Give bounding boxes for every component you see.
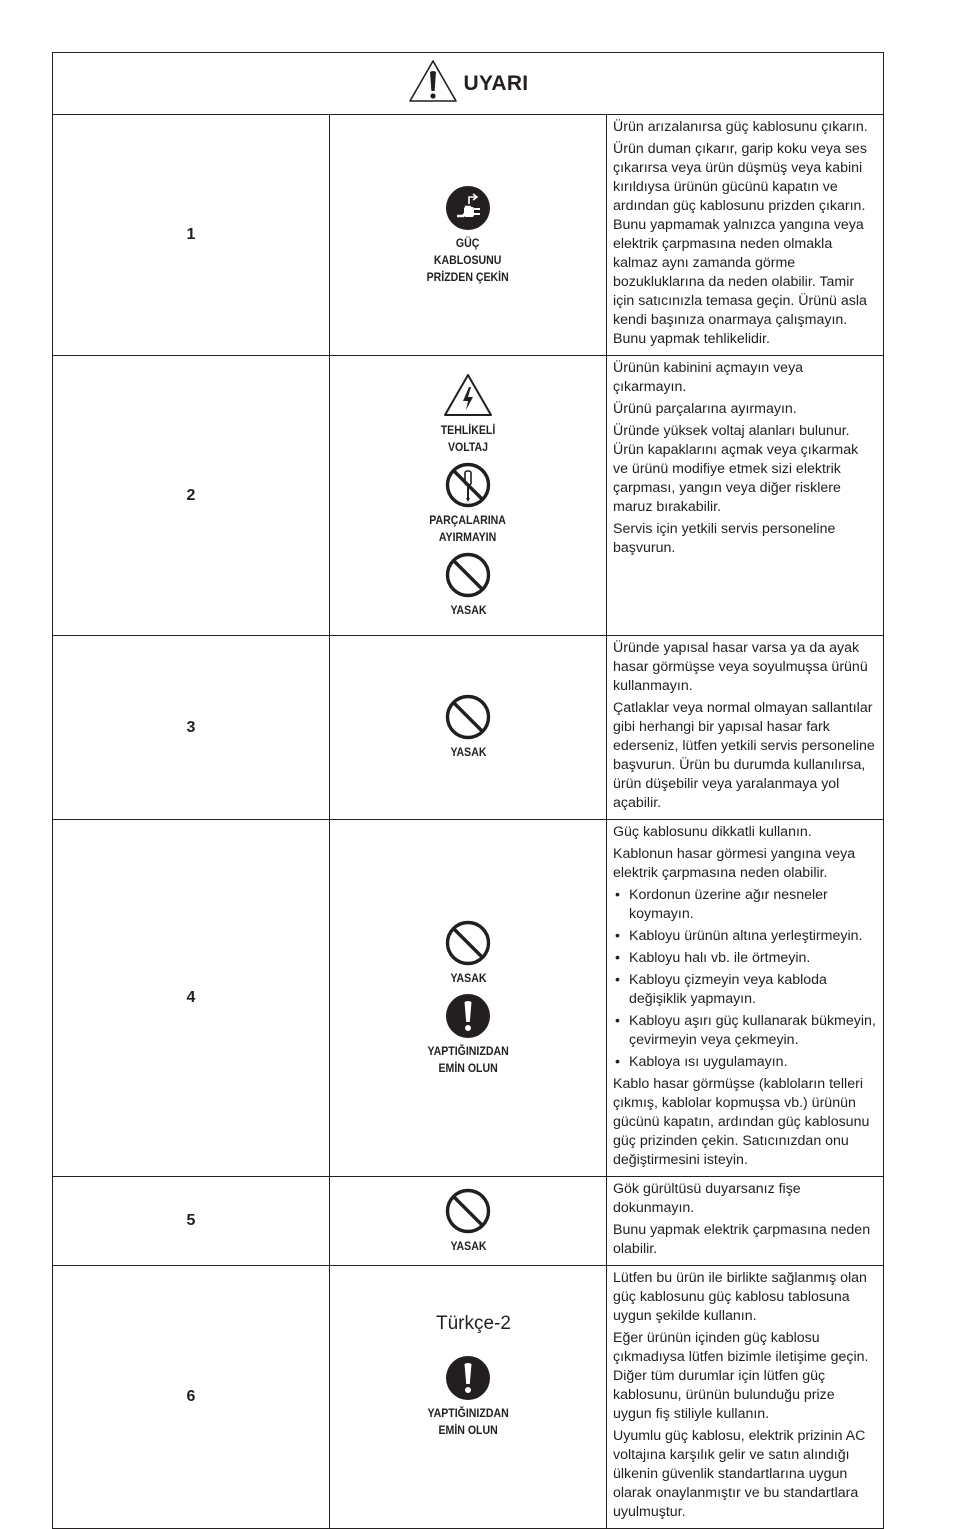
warning-row bbox=[53, 820, 884, 1177]
row-number: 4 bbox=[53, 820, 330, 1177]
warning-title: UYARI bbox=[463, 71, 529, 95]
row-number: 6 bbox=[53, 1266, 330, 1529]
symbol bbox=[330, 372, 606, 456]
row-text bbox=[607, 820, 884, 1177]
page-footer: Türkçe-2 bbox=[436, 1313, 511, 1334]
row-icons bbox=[330, 820, 607, 1177]
bullet-item: • Kabloyu çizmeyin veya kabloda değişiklik yapmayın. bbox=[613, 971, 877, 1009]
symbol-label: YASAK bbox=[450, 970, 486, 985]
paragraph: Çatlaklar veya normal olmayan sallantılar gibi herhangi bir yapısal hasar fark ederseniz, lütfen yetkili servis personeline başvurun. Ürün bu durumda kullanılırsa, ürün düşebilir veya yaralanmaya yol açabilir. bbox=[613, 700, 875, 811]
symbol-label: YAPTIĞINIZDAN EMİN OLUN bbox=[427, 1043, 509, 1075]
row-icons bbox=[330, 115, 607, 356]
paragraph: Uyumlu güç kablosu, elektrik prizinin AC voltajına karşılık gelir ve satın alındığı ülkenin güvenlik standartlarına uygun olarak onaylanmıştır ve bu standartlara uyulmuştur. bbox=[613, 1428, 866, 1520]
symbol-label: YASAK bbox=[450, 603, 486, 617]
row-number: 2 bbox=[53, 356, 330, 636]
mandatory-action-icon bbox=[445, 1355, 491, 1401]
warning-table bbox=[52, 52, 884, 1529]
symbol bbox=[330, 462, 606, 546]
bullet-item: • Kabloya ısı uygulamayın. bbox=[613, 1053, 877, 1072]
row-text bbox=[607, 636, 884, 820]
row-icons bbox=[330, 1266, 607, 1529]
high-voltage-icon bbox=[442, 372, 494, 418]
bullet-item: • Kabloyu ürünün altına yerleştirmeyin. bbox=[613, 927, 877, 946]
paragraph: Kablo hasar görmüşse (kabloların telleri çıkmış, kablolar kopmuşsa vb.) ürünün gücünü kapatın, ardından güç kablosunu güç prizinden çekin. Satıcınızdan onu değiştirmesini isteyin. bbox=[613, 1076, 870, 1168]
warning-row bbox=[53, 1266, 884, 1529]
paragraph: Kablonun hasar görmesi yangına veya elektrik çarpmasına neden olabilir. bbox=[613, 846, 856, 881]
bullet-item: • Kabloyu aşırı güç kullanarak bükmeyin, çevirmeyin veya çekmeyin. bbox=[613, 1012, 877, 1050]
symbol bbox=[330, 920, 606, 987]
warning-row bbox=[53, 1177, 884, 1266]
paragraph: Gök gürültüsü duyarsanız fişe dokunmayın. bbox=[613, 1181, 801, 1216]
paragraph: Ürün duman çıkarır, garip koku veya ses çıkarırsa veya ürün düşmüş veya kabini kırıldıysa ürünün gücünü kapatın ve ardından güç kablosunu prizden çıkarın. Bunu yapmamak yalnızca yangına veya elektrik çarpmasına neden olmakla kalmaz aynı zamanda görme bozukluklarına da neden olabilir. Tamir için satıcınızla temasa geçin. Ürünü asla kendi başınıza onarmaya çalışmayın. Bunu yapmak tehlikelidir. bbox=[613, 141, 867, 347]
row-icons bbox=[330, 636, 607, 820]
paragraph: Eğer ürünün içinden güç kablosu çıkmadıysa lütfen bizimle iletişime geçin. Diğer tüm durumlar için lütfen güç kablosunu, ürünün bulunduğu prize uygun fiş stiliyle kullanın. bbox=[613, 1330, 869, 1422]
bullet-item: • Kabloyu halı vb. ile örtmeyin. bbox=[613, 949, 877, 968]
prohibited-icon bbox=[445, 920, 491, 966]
symbol bbox=[330, 185, 606, 286]
prohibited-icon bbox=[445, 1188, 491, 1234]
paragraph: Güç kablosunu dikkatli kullanın. bbox=[613, 824, 812, 840]
symbol bbox=[330, 1355, 606, 1439]
symbol-label: YASAK bbox=[450, 745, 486, 759]
unplug-icon bbox=[445, 185, 491, 231]
symbol-label: YASAK bbox=[450, 1238, 486, 1253]
symbol-label: YAPTIĞINIZDAN EMİN OLUN bbox=[427, 1406, 509, 1437]
paragraph: Lütfen bu ürün ile birlikte sağlanmış olan güç kablosunu güç kablosu tablosuna uygun şekilde kullanın. bbox=[613, 1270, 867, 1324]
bullet-item: • Kordonun üzerine ağır nesneler koymayın. bbox=[613, 886, 877, 924]
row-text bbox=[607, 356, 884, 636]
warning-row bbox=[53, 115, 884, 356]
symbol-label: TEHLİKELİ VOLTAJ bbox=[440, 423, 496, 454]
mandatory-action-icon bbox=[445, 993, 491, 1039]
paragraph: Ürünün kabinini açmayın veya çıkarmayın. bbox=[613, 360, 804, 395]
symbol bbox=[330, 694, 606, 761]
symbol bbox=[330, 552, 606, 619]
row-text bbox=[607, 1266, 884, 1529]
symbol bbox=[330, 993, 606, 1077]
row-text bbox=[607, 115, 884, 356]
row-icons bbox=[330, 356, 607, 636]
paragraph: Ürünü parçalarına ayırmayın. bbox=[613, 401, 797, 417]
row-text bbox=[607, 1177, 884, 1266]
row-icons bbox=[330, 1177, 607, 1266]
row-number: 5 bbox=[53, 1177, 330, 1266]
warning-triangle-icon bbox=[408, 59, 458, 108]
prohibited-icon bbox=[445, 552, 491, 598]
symbol-label: GÜÇ KABLOSUNU PRİZDEN ÇEKİN bbox=[426, 235, 510, 284]
prohibited-icon bbox=[445, 694, 491, 740]
warning-header-row bbox=[53, 53, 884, 115]
row-number: 1 bbox=[53, 115, 330, 356]
warning-row bbox=[53, 356, 884, 636]
symbol-label: PARÇALARINA AYIRMAYIN bbox=[429, 513, 507, 544]
row-number: 3 bbox=[53, 636, 330, 820]
paragraph: Servis için yetkili servis personeline başvurun. bbox=[613, 521, 836, 556]
paragraph: Bunu yapmak elektrik çarpmasına neden olabilir. bbox=[613, 1222, 871, 1257]
no-disassembly-icon bbox=[445, 462, 491, 508]
warning-row bbox=[53, 636, 884, 820]
symbol bbox=[330, 1188, 606, 1255]
warning-header bbox=[53, 53, 884, 115]
paragraph: Üründe yapısal hasar varsa ya da ayak hasar görmüşse veya soyulmuşsa ürünü kullanmayın. bbox=[613, 640, 868, 694]
paragraph: Ürün arızalanırsa güç kablosunu çıkarın. bbox=[613, 119, 868, 135]
paragraph: Üründe yüksek voltaj alanları bulunur. Ürün kapaklarını açmak veya çıkarmak ve ürünü modifiye etmek sizi elektrik çarpması, yangın veya diğer risklere maruz bırakabilir. bbox=[613, 423, 859, 515]
